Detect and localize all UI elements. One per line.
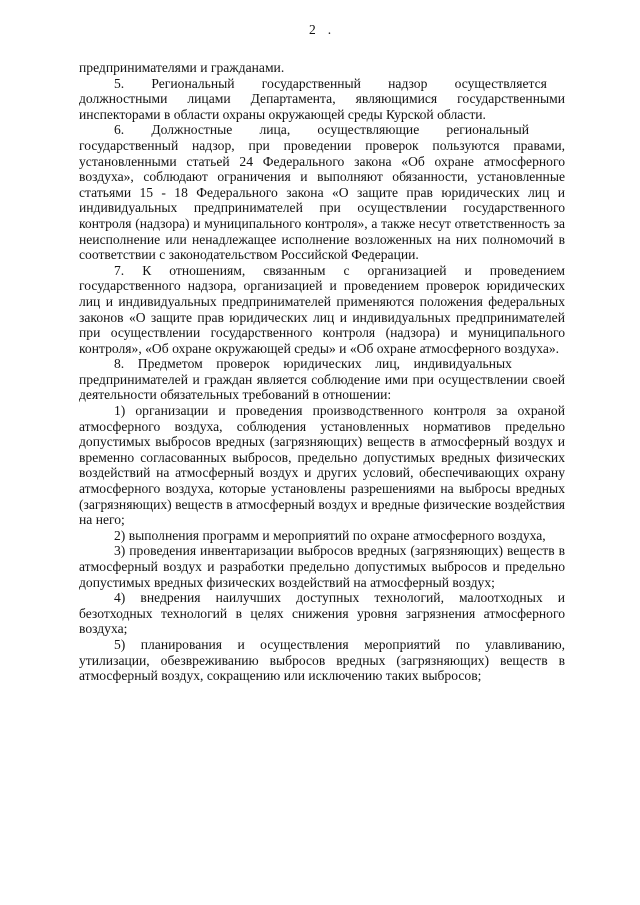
paragraph-item-7: 7. К отношениям, связанным с организацией и проведением государственного надзора, организацией и проведением проверок юридических лиц и индивидуальных предпринимателей применяются положения федеральных законов «О защите прав юридических лиц и индивидуальных предпринимателей при осуществлении государственного контроля (надзора) и муниципального контроля», «Об охране окружающей среды» и «Об охране атмосферного воздуха».	[79, 262, 565, 356]
page-number-header	[0, 22, 640, 38]
page-number-mark: .	[327, 22, 332, 37]
list-item-5: 5) планирования и осуществления мероприятий по улавливанию, утилизации, обезвреживанию выбросов вредных (загрязняющих) веществ в атмосферный воздух, сокращению или исключению таких выбросов;	[79, 636, 565, 684]
page-number: 2	[308, 22, 316, 37]
paragraph-continuation: предпринимателями и гражданами.	[79, 60, 285, 75]
document-body	[79, 60, 565, 684]
list-item-4: 4) внедрения наилучших доступных технологий, малоотходных и безотходных технологий в целях снижения уровня загрязнения атмосферного воздуха;	[79, 590, 565, 637]
list-item-3: 3) проведения инвентаризации выбросов вредных (загрязняющих) веществ в атмосферный воздух и разработки предельно допустимых выбросов и предельно допустимых вредных физических воздействий на атмосферный воздух;	[79, 543, 565, 590]
paragraph-item-6: 6. Должностные лица, осуществляющие региональный государственный надзор, при проведении проверок пользуются правами, установленными статьей 24 Федерального закона «Об охране атмосферного воздуха», соблюдают ограничения и выполняют обязанности, установленные статьями 15 - 18 Федерального закона «О защите прав юридических лиц и индивидуальных предпринимателей при осуществлении государственного контроля (надзора) и муниципального контроля», а также несут ответственность за неисполнение или ненадлежащее исполнение возложенных на них полномочий в соответствии с законодательством Российской Федерации.	[79, 122, 565, 263]
paragraph-item-8: 8. Предметом проверок юридических лиц, индивидуальных предпринимателей и граждан является соблюдение ими при осуществлении своей деятельности обязательных требований в отношении:	[79, 356, 565, 403]
list-item-2: 2) выполнения программ и мероприятий по охране атмосферного воздуха,	[114, 527, 546, 543]
list-item-1: 1) организации и проведения производственного контроля за охраной атмосферного воздуха, соблюдения установленных нормативов предельно допустимых выбросов вредных (загрязняющих) веществ в атмосферный воздух и временно согласованных выбросов, предельно допустимых вредных физических воздействий на атмосферный воздух и других условий, обеспечивающих охрану атмосферного воздуха, которые установлены разрешениями на выбросы вредных (загрязняющих) веществ в атмосферный воздух и вредные физические воздействия на него;	[79, 403, 565, 528]
paragraph-item-5: 5. Региональный государственный надзор осуществляется должностными лицами Департамента, являющимися государственными инспекторами в области охраны окружающей среды Курской области.	[79, 75, 565, 122]
